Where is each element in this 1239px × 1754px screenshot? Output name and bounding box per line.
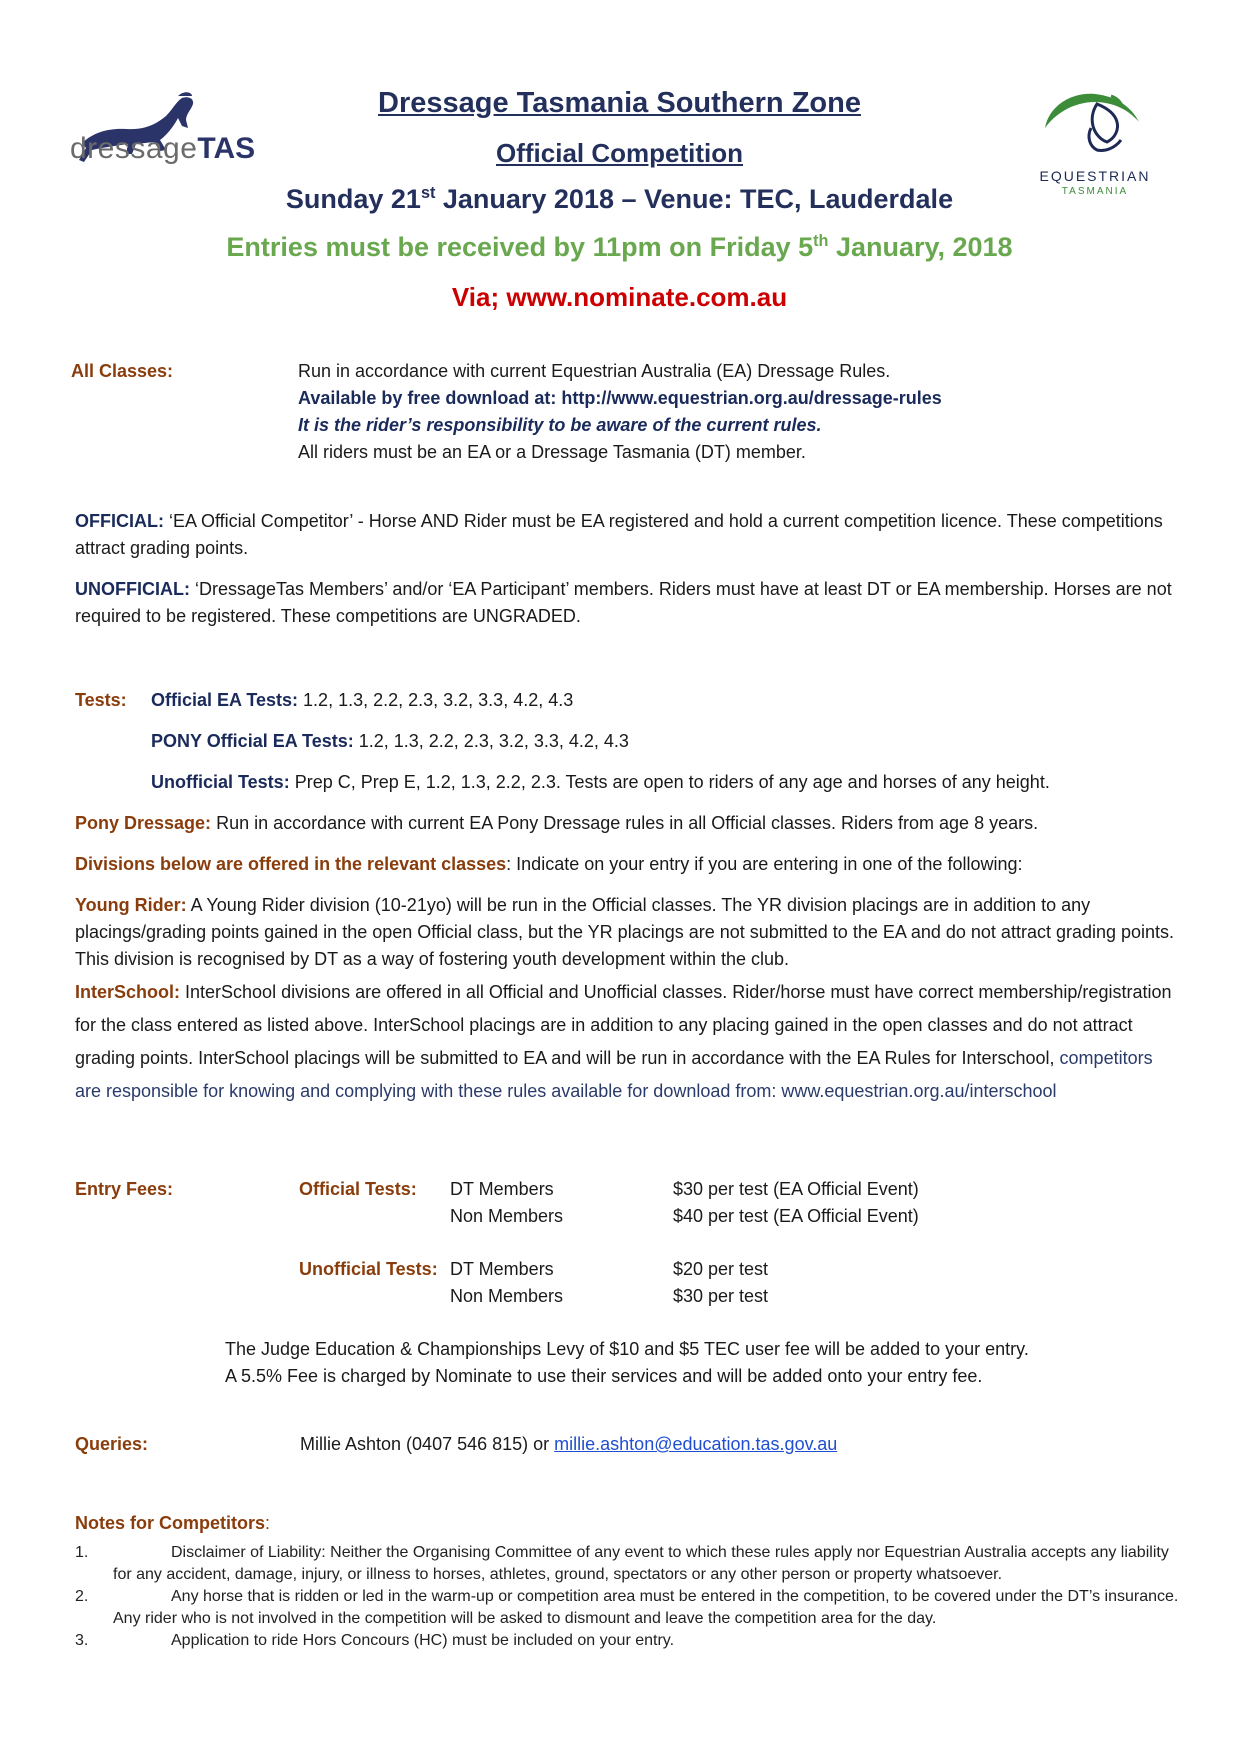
notes-heading-label: Notes for Competitors: [75, 1513, 266, 1533]
official-tests-line: [151, 687, 573, 714]
note-number-3: 3.: [75, 1632, 89, 1649]
fee-official-member-2: Non Members: [450, 1206, 564, 1226]
all-classes-line-4: All riders must be an EA or a Dressage Tasmania (DT) member.: [298, 442, 806, 462]
tests-label: Tests:: [75, 690, 127, 710]
notes-heading-colon: :: [265, 1513, 271, 1533]
pony-tests-list: 1.2, 1.3, 2.2, 2.3, 3.2, 3.3, 4.2, 4.3: [353, 731, 629, 751]
all-classes-label: All Classes:: [71, 361, 174, 381]
all-classes-line-1: Run in accordance with current Equestrian Australia (EA) Dressage Rules.: [298, 361, 891, 381]
fee-official-amount-2: $40 per test (EA Official Event): [673, 1206, 919, 1226]
note-number-2: 2.: [75, 1588, 89, 1605]
official-label: OFFICIAL:: [75, 511, 164, 531]
interschool-text-2: competitors are responsible for knowing and complying with these rules available for download from: www.equestrian.org.au/interschool: [75, 1048, 1153, 1101]
note-item-3: [75, 1630, 1185, 1652]
fee-official-member-1: DT Members: [450, 1179, 554, 1199]
notes-list: [75, 1542, 1185, 1652]
fee-unofficial-member-2: Non Members: [450, 1286, 564, 1306]
unofficial-text: ‘DressageTas Members’ and/or ‘EA Participant’ members. Riders must have at least DT or EA membership. Horses are not required to be registered. These competitions are UNGRADED.: [75, 579, 1172, 626]
official-tests-list: 1.2, 1.3, 2.2, 2.3, 3.2, 3.3, 4.2, 4.3: [298, 690, 574, 710]
note-number-1: 1.: [75, 1544, 89, 1561]
queries-contact-text: Millie Ashton (0407 546 815) or: [300, 1434, 555, 1454]
young-rider-paragraph: [75, 892, 1175, 973]
logo-wordmark-equestrian: EQUESTRIAN: [1039, 168, 1151, 184]
young-rider-label: Young Rider:: [75, 895, 187, 915]
entry-deadline: [0, 232, 1239, 263]
unofficial-tests-list: Prep C, Prep E, 1.2, 1.3, 2.2, 2.3. Tests are open to riders of any age and horses of any height.: [289, 772, 1050, 792]
date-part-b: January 2018 – Venue: TEC, Lauderdale: [435, 184, 954, 214]
logo-wordmark-dressage: dressage: [70, 132, 198, 165]
queries-label: Queries:: [75, 1434, 149, 1454]
unofficial-label: UNOFFICIAL:: [75, 579, 190, 599]
unofficial-tests-label: Unofficial Tests:: [151, 772, 290, 792]
logo-wordmark-tas: TAS: [197, 132, 256, 165]
official-tests-label: Official EA Tests:: [151, 690, 299, 710]
queries-contact: [300, 1431, 837, 1458]
note-item-2: [75, 1586, 1185, 1630]
official-paragraph: [75, 508, 1175, 562]
fee-unofficial-amount-1: $20 per test: [673, 1259, 769, 1279]
all-classes-line-2: Available by free download at: http://www.equestrian.org.au/dressage-rules: [298, 388, 942, 408]
entry-fees-label: Entry Fees:: [75, 1179, 174, 1199]
deadline-part-a: Entries must be received by 11pm on Friday 5: [226, 232, 814, 262]
page-title: Dressage Tasmania Southern Zone: [378, 87, 861, 119]
pony-dressage-text: Run in accordance with current EA Pony Dressage rules in all Official classes. Riders from age 8 years.: [211, 813, 1039, 833]
date-suffix: st: [420, 184, 436, 202]
all-classes-block: [298, 358, 1178, 466]
unofficial-paragraph: [75, 576, 1175, 630]
interschool-paragraph: [75, 976, 1175, 1108]
pony-tests-label: PONY Official EA Tests:: [151, 731, 354, 751]
fee-group-official-label: Official Tests:: [299, 1179, 417, 1199]
fee-unofficial-member-1: DT Members: [450, 1259, 554, 1279]
pony-dressage-label: Pony Dressage:: [75, 813, 212, 833]
nominate-fee-note: A 5.5% Fee is charged by Nominate to use their services and will be added onto your entry fee.: [225, 1366, 983, 1386]
fee-unofficial-amount-2: $30 per test: [673, 1286, 769, 1306]
entry-website: Via; www.nominate.com.au: [451, 282, 788, 312]
fee-group-unofficial-label: Unofficial Tests:: [299, 1259, 438, 1279]
deadline-suffix: th: [813, 232, 829, 250]
event-date-venue: [0, 184, 1239, 215]
fee-official-amount-1: $30 per test (EA Official Event): [673, 1179, 919, 1199]
note-text-3: Application to ride Hors Concours (HC) must be included on your entry.: [171, 1632, 675, 1649]
divisions-text: : Indicate on your entry if you are entering in one of the following:: [506, 854, 1023, 874]
interschool-text: InterSchool divisions are offered in all Official and Unofficial classes. Rider/horse must have correct membership/registration for the class entered as listed above. InterSchool placings are in addition to any placing gained in the open classes and do not attract grading points. InterSchool placings will be submitted to EA and will be run in accordance with the EA Rules for Interschool,: [75, 982, 1172, 1068]
official-text: ‘EA Official Competitor’ - Horse AND Rider must be EA registered and hold a current competition licence. These competitions attract grading points.: [75, 511, 1163, 558]
date-part-a: Sunday 21: [285, 184, 421, 214]
all-classes-line-3: It is the rider’s responsibility to be aware of the current rules.: [298, 415, 822, 435]
note-item-1: [75, 1542, 1185, 1586]
page-subtitle: Official Competition: [496, 138, 743, 168]
levy-note: The Judge Education & Championships Levy of $10 and $5 TEC user fee will be added to your entry.: [225, 1339, 1029, 1359]
deadline-part-b: January, 2018: [828, 232, 1013, 262]
logo-wordmark-tasmania: TASMANIA: [1061, 186, 1129, 197]
pony-dressage-paragraph: [75, 810, 1175, 837]
notes-heading: [75, 1510, 270, 1537]
divisions-paragraph: [75, 851, 1175, 878]
note-text-1: Disclaimer of Liability: Neither the Organising Committee of any event to which these rules apply nor Equestrian Australia accepts any liability for any accident, damage, injury, or illness to horses, athletes, ground, spectators or any other person or property whatsoever.: [113, 1544, 1169, 1583]
divisions-label: Divisions below are offered in the relevant classes: [75, 854, 507, 874]
interschool-label: InterSchool:: [75, 982, 181, 1002]
queries-email-link[interactable]: millie.ashton@education.tas.gov.au: [554, 1434, 838, 1454]
young-rider-text: A Young Rider division (10-21yo) will be run in the Official classes. The YR division placings are in addition to any placings/grading points gained in the open Official class, but the YR placings are not submitted to the EA and do not attract grading points. This division is recognised by DT as a way of fostering youth development within the club.: [75, 895, 1175, 969]
unofficial-tests-line: [151, 769, 1181, 796]
note-text-2: Any horse that is ridden or led in the warm-up or competition area must be entered in the competition, to be covered under the DT’s insurance. Any rider who is not involved in the competition will be asked to dismount and leave the competition area for the day.: [113, 1588, 1179, 1627]
pony-tests-line: [151, 728, 629, 755]
